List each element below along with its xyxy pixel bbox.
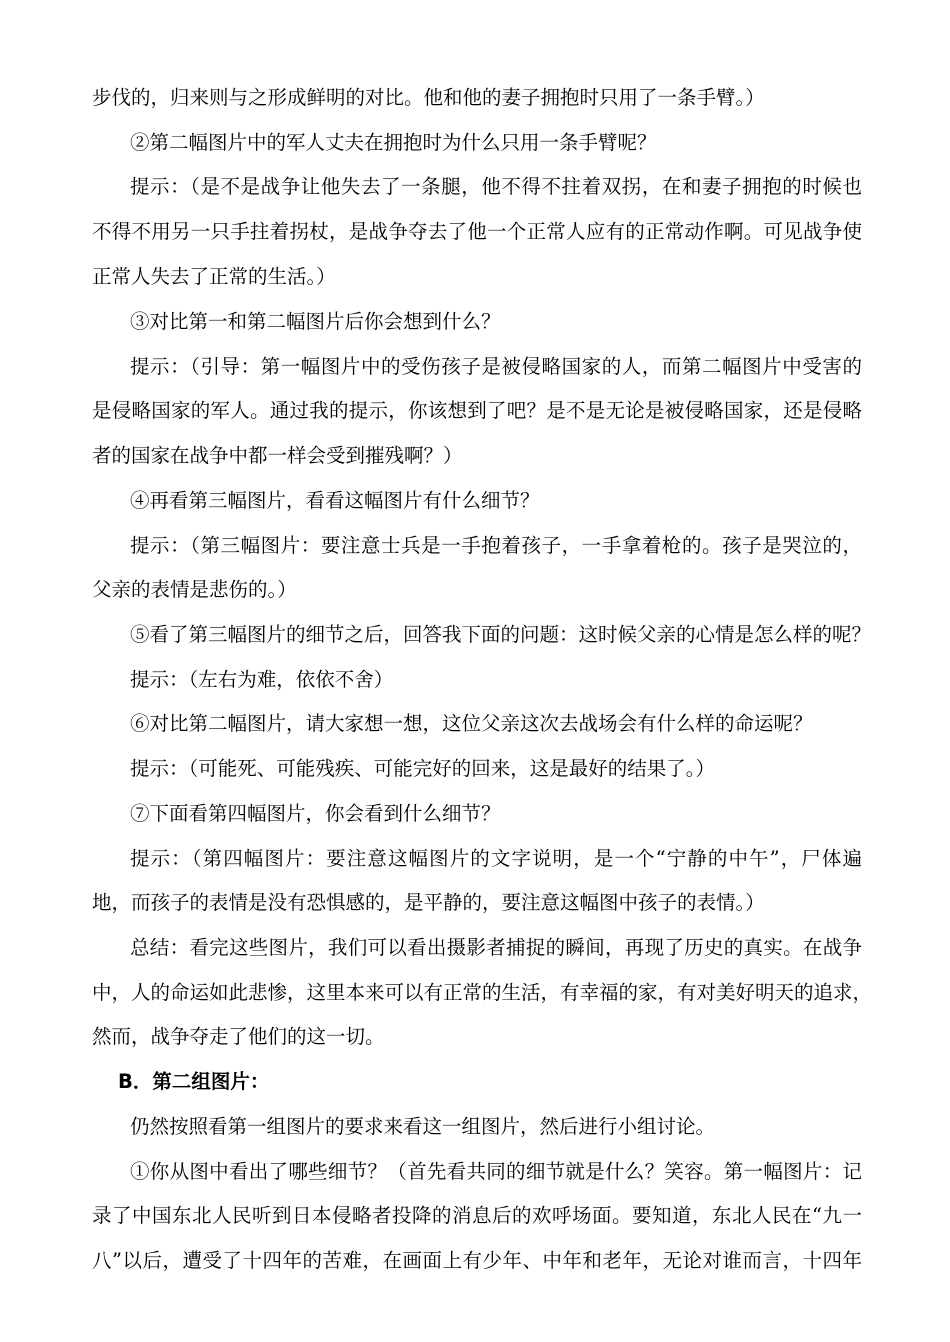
- question-line: ①你从图中看出了哪些细节？（首先看共同的细节就是什么？笑容。第一幅图片：记: [130, 1160, 862, 1183]
- summary-line: 总结：看完这些图片，我们可以看出摄影者捕捉的瞬间，再现了历史的真实。在战争: [130, 936, 862, 959]
- hint-line: 提示：（第三幅图片：要注意士兵是一手抱着孩子，一手拿着枪的。孩子是哭泣的，: [130, 534, 862, 557]
- text-line: 地，而孩子的表情是没有恐惧感的，是平静的，要注意这幅图中孩子的表情。）: [92, 891, 765, 914]
- text-line: 正常人失去了正常的生活。）: [92, 265, 336, 288]
- hint-line: 提示：（可能死、可能残疾、可能完好的回来，这是最好的结果了。）: [130, 757, 716, 780]
- question-line: ④再看第三幅图片，看看这幅图片有什么细节？: [130, 489, 540, 512]
- question-line: ⑤看了第三幅图片的细节之后，回答我下面的问题：这时候父亲的心情是怎么样的呢？: [130, 623, 872, 646]
- question-line: ⑥对比第二幅图片，请大家想一想，这位父亲这次去战场会有什么样的命运呢？: [130, 712, 813, 735]
- text-line: 中，人的命运如此悲惨，这里本来可以有正常的生活，有幸福的家，有对美好明天的追求，: [92, 981, 873, 1004]
- text-line: 步伐的，归来则与之形成鲜明的对比。他和他的妻子拥抱时只用了一条手臂。）: [92, 86, 765, 109]
- text-line: 是侵略国家的军人。通过我的提示，你该想到了吧？是不是无论是被侵略国家，还是侵略: [92, 399, 862, 422]
- section-heading: B．第二组图片：: [118, 1070, 270, 1093]
- text-line: 父亲的表情是悲伤的。）: [92, 578, 297, 601]
- text-line: 然而，战争夺走了他们的这一切。: [92, 1025, 385, 1048]
- question-line: ③对比第一和第二幅图片后你会想到什么？: [130, 310, 501, 333]
- hint-line: 提示：（第四幅图片：要注意这幅图片的文字说明，是一个“宁静的中午”，尸体遍: [130, 847, 862, 870]
- hint-line: 提示：（引导：第一幅图片中的受伤孩子是被侵略国家的人，而第二幅图片中受害的: [130, 355, 862, 378]
- question-line: ②第二幅图片中的军人丈夫在拥抱时为什么只用一条手臂呢？: [130, 131, 657, 154]
- text-line: 八”以后，遭受了十四年的苦难，在画面上有少年、中年和老年，无论对谁而言，十四年: [92, 1249, 862, 1272]
- text-line: 不得不用另一只手拄着拐杖，是战争夺去了他一个正常人应有的正常动作啊。可见战争使: [92, 220, 862, 243]
- text-line: 仍然按照看第一组图片的要求来看这一组图片，然后进行小组讨论。: [130, 1115, 716, 1138]
- text-line: 者的国家在战争中都一样会受到摧残啊？）: [92, 444, 463, 467]
- text-line: 录了中国东北人民听到日本侵略者投降的消息后的欢呼场面。要知道，东北人民在“九一: [92, 1204, 862, 1227]
- hint-line: 提示：（是不是战争让他失去了一条腿，他不得不拄着双拐，在和妻子拥抱的时候也: [130, 175, 862, 198]
- hint-line: 提示：（左右为难，依依不舍）: [130, 668, 394, 691]
- question-line: ⑦下面看第四幅图片，你会看到什么细节？: [130, 802, 501, 825]
